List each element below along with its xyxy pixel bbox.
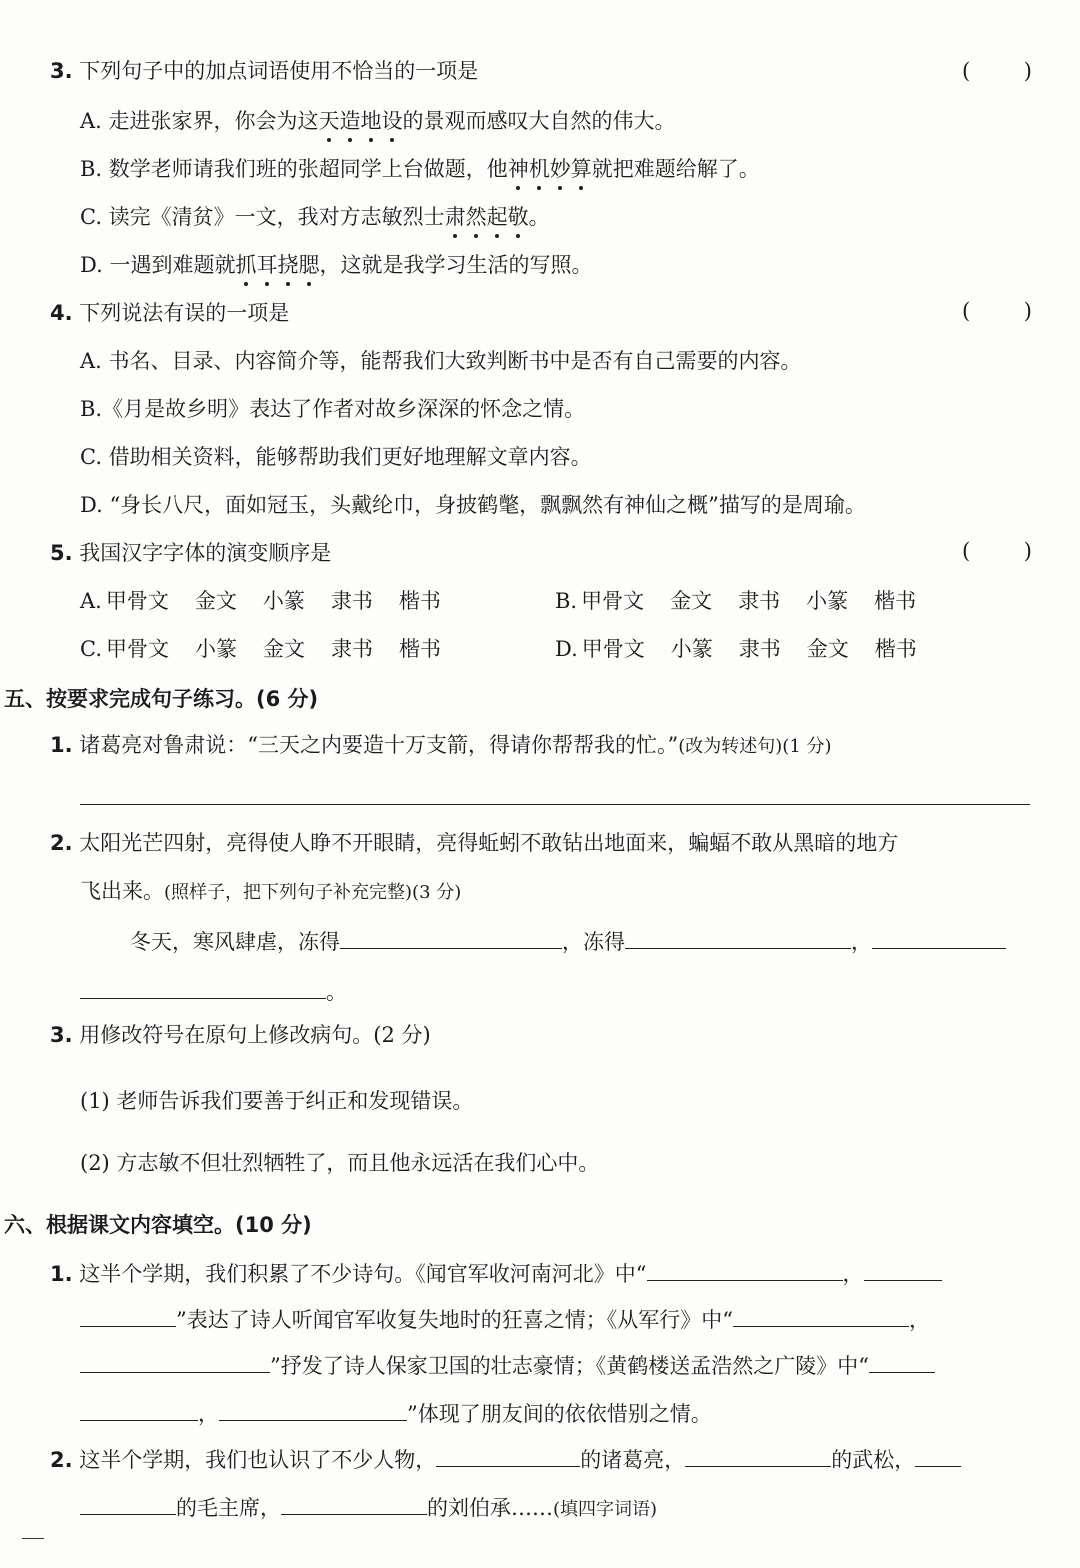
q3-option-d [80,250,592,280]
s6-q1-text: ”表达了诗人听闻官军收复失地时的狂喜之情；《从军行》中“ [176,1308,733,1332]
q5-option-d [555,634,943,664]
option-text: 的景观而感叹大自然的伟大。 [402,109,676,133]
option-text: ，这就是我学习生活的写照。 [319,253,593,277]
dotted-char: 挠 [277,250,298,280]
dotted-char: 肃 [445,202,466,232]
dotted-char: 地 [361,106,382,136]
option-item: 甲骨文 [581,589,645,613]
s6-q2-text: 的武松， [831,1448,916,1472]
q5-option-b [555,586,942,616]
s5-q1-number: 1. [50,733,73,757]
option-item: 小篆 [670,637,713,661]
s5-q2-fill-line2 [80,976,347,1007]
option-item: 隶书 [330,589,373,613]
s5-q2-line1 [50,828,898,858]
s6-q2-line1 [50,1444,961,1475]
q5-number: 5. [50,541,73,565]
option-item: 隶书 [738,589,781,613]
dotted-char: 妙 [550,154,571,184]
q3-stem: 下列句子中的加点词语使用不恰当的一项是 [79,59,479,83]
fill-blank[interactable] [80,1492,176,1515]
s6-q2-text: 这半个学期，我们也认识了不少人物， [79,1448,437,1472]
fill-blank[interactable] [80,1304,176,1327]
option-item: 隶书 [331,637,373,661]
s5-q2-fill-line [130,926,1006,957]
s5-q3-sentence-1[interactable]: (1) 老师告诉我们要善于纠正和发现错误。 [80,1089,474,1113]
s6-q1-text: ”抒发了诗人保家卫国的壮志豪情；《黄鹤楼送孟浩然之广陵》中“ [270,1354,869,1378]
option-label: A. [80,589,102,613]
q3-number: 3. [50,59,73,83]
fill-blank[interactable] [436,1444,580,1467]
fill-blank[interactable] [625,926,851,949]
s6-q1-number: 1. [50,1262,73,1286]
q3-answer-paren[interactable] [962,56,1032,86]
s6-q2-note: (填四字词语) [553,1499,658,1520]
fill-blank[interactable] [733,1304,909,1327]
paren-open: ( [962,299,971,323]
s6-q2-text: 的毛主席， [176,1496,281,1520]
fill-text: 。 [326,980,347,1004]
q4-number: 4. [50,301,73,325]
q4-stem-line [50,298,289,328]
dotted-char: 然 [466,202,487,232]
s5-q2-text: 太阳光芒四射，亮得使人睁不开眼睛，亮得蚯蚓不敢钻出地面来，蝙蝠不敢从黑暗的地方 [79,831,899,855]
q4-answer-paren[interactable] [962,296,1032,326]
option-item: 金文 [194,589,237,613]
option-label: D. [555,637,578,661]
fill-text: 冬天，寒风肆虐，冻得 [130,930,340,954]
option-text: A. 走进张家界，你会为这 [80,109,319,133]
option-label: C. [80,637,102,661]
s6-q2-text: 的刘伯承…… [427,1496,553,1520]
s5-q1-answer-line[interactable] [80,804,1030,805]
q4-stem: 下列说法有误的一项是 [79,301,290,325]
fill-text: ， [851,930,872,954]
section-5-heading: 五、按要求完成句子练习。(6 分) [4,687,319,711]
q5-stem-line [50,538,331,568]
dotted-char: 起 [487,202,508,232]
fill-blank[interactable] [647,1258,843,1281]
q5-option-c [80,634,467,664]
s6-q1-line3 [80,1350,935,1381]
paren-close: ) [1023,539,1032,563]
s6-q2-text: 的诸葛亮， [580,1448,686,1472]
s5-q2-line2 [80,876,461,908]
q5-stem: 我国汉字字体的演变顺序是 [79,541,332,565]
s5-q3-sentence-2[interactable]: (2) 方志敏不但壮烈牺牲了，而且他永远活在我们心中。 [80,1151,600,1175]
s6-q1-text: ”体现了朋友间的依依惜别之情。 [407,1402,712,1426]
q3-option-b [80,154,760,184]
option-item: 楷书 [399,637,441,661]
dotted-char: 敬 [508,202,529,232]
q5-answer-paren[interactable] [962,536,1032,566]
option-item: 甲骨文 [105,589,169,613]
s5-q1-text: 诸葛亮对鲁肃说：“三天之内要造十万支箭，得请你帮帮我的忙。” [79,733,679,757]
option-text: C. 读完《清贫》一文，我对方志敏烈士 [80,205,445,229]
q3-option-a [80,106,676,136]
fill-blank[interactable] [864,1258,942,1281]
dotted-char: 天 [319,106,340,136]
option-text: B. 数学老师请我们班的张超同学上台做题，他 [80,157,508,181]
option-item: 小篆 [806,589,849,613]
q4-option-c: C. 借助相关资料，能够帮助我们更好地理解文章内容。 [80,445,592,469]
dotted-char: 腮 [298,250,319,280]
dotted-char: 耳 [256,250,277,280]
fill-blank[interactable] [281,1492,427,1515]
paren-close: ) [1023,59,1032,83]
option-text: 就把难题给解了。 [591,157,760,181]
dotted-char: 造 [340,106,361,136]
fill-blank[interactable] [80,1350,270,1373]
option-item: 楷书 [874,589,917,613]
dotted-char: 机 [529,154,550,184]
option-item: 金文 [263,637,305,661]
option-text: 。 [528,205,550,229]
option-item: 小篆 [195,637,237,661]
q5-option-a [80,586,467,616]
fill-blank[interactable] [685,1444,831,1467]
fill-blank[interactable] [80,1398,198,1421]
dotted-char: 抓 [235,250,256,280]
s5-q2-text-cont: 飞出来。 [80,879,164,903]
option-item: 甲骨文 [106,637,169,661]
s5-q3-number: 3. [50,1023,73,1047]
q4-option-d: D. “身长八尺，面如冠玉，头戴纶巾，身披鹤氅，飘飘然有神仙之概”描写的是周瑜。 [80,493,866,517]
fill-blank[interactable] [219,1398,407,1421]
option-item: 金文 [670,589,713,613]
fill-text: ， [908,1308,930,1332]
option-item: 小篆 [262,589,305,613]
fill-blank[interactable] [915,1444,961,1467]
s6-q1-line4 [80,1398,712,1429]
s5-q3-line [50,1020,431,1050]
option-item: 楷书 [874,637,917,661]
s6-q2-number: 2. [50,1448,73,1472]
option-item: 隶书 [738,637,781,661]
s5-q2-note: (照样子，把下列句子补充完整)(3 分) [164,882,462,903]
dotted-char: 神 [508,154,529,184]
paren-close: ) [1023,299,1032,323]
option-text: D. 一遇到难题就 [80,253,236,277]
dotted-char: 设 [382,106,403,136]
fill-blank[interactable] [872,926,1006,949]
paren-open: ( [962,539,971,563]
s5-q2-number: 2. [50,831,73,855]
s5-q1-line [50,730,832,762]
q4-option-b: B.《月是故乡明》表达了作者对故乡深深的怀念之情。 [80,397,586,421]
option-item: 楷书 [398,589,441,613]
q3-stem-line [50,56,478,86]
fill-text: ， [198,1402,219,1426]
section-6-heading: 六、根据课文内容填空。(10 分) [4,1213,312,1237]
s5-q3-text: 用修改符号在原句上修改病句。(2 分) [79,1023,431,1047]
fill-blank[interactable] [869,1350,935,1373]
s5-q1-note: (改为转述句)(1 分) [678,736,832,757]
fill-text: ，冻得 [562,930,625,954]
option-item: 金文 [806,637,849,661]
q3-option-c [80,202,550,232]
s6-q1-line2 [80,1304,930,1335]
s6-q2-line2 [80,1492,657,1525]
s6-q1-line1 [50,1258,942,1289]
option-item: 甲骨文 [581,637,645,661]
paren-open: ( [962,59,971,83]
q4-option-a: A. 书名、目录、内容简介等，能帮我们大致判断书中是否有自己需要的内容。 [80,349,802,373]
page-footer-dash [22,1538,44,1539]
fill-blank[interactable] [80,976,326,999]
fill-blank[interactable] [340,926,562,949]
s6-q1-text: 这半个学期，我们积累了不少诗句。《闻官军收河南河北》中“ [79,1262,647,1286]
dotted-char: 算 [571,154,592,184]
option-label: B. [555,589,578,613]
fill-text: ， [842,1262,864,1286]
